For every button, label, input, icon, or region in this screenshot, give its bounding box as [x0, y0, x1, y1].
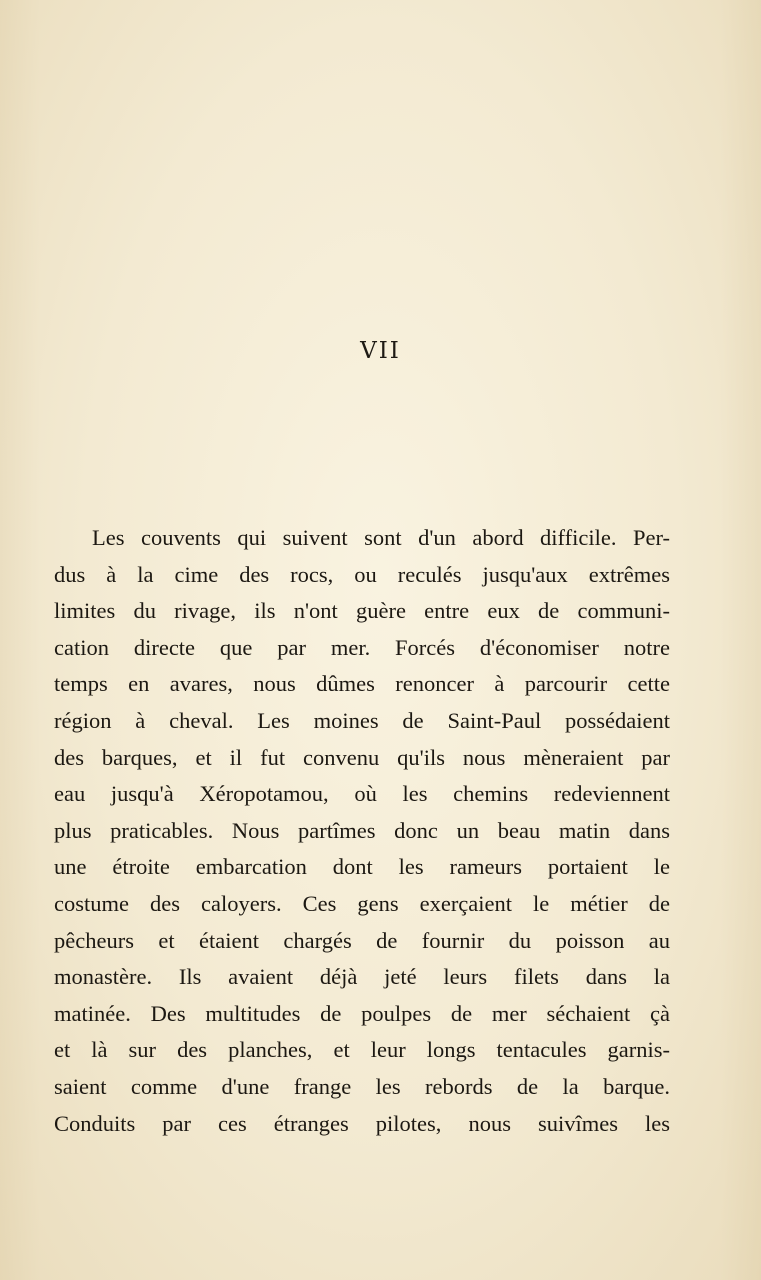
- text-line: eau jusqu'à Xéropotamou, où les chemins redeviennent: [54, 781, 670, 807]
- text-line: cation directe que par mer. Forcés d'économiser notre: [54, 634, 670, 660]
- body-text: [54, 520, 670, 1142]
- chapter-heading: VII: [360, 338, 401, 364]
- text-line: Conduits par ces étranges pilotes, nous suivîmes les: [54, 1110, 670, 1136]
- text-line: monastère. Ils avaient déjà jeté leurs filets dans la: [54, 964, 670, 990]
- text-line: dus à la cime des rocs, ou reculés jusqu'aux extrêmes: [54, 561, 670, 587]
- text-line: temps en avares, nous dûmes renoncer à parcourir cette: [54, 671, 670, 697]
- text-line: Les couvents qui suivent sont d'un abord difficile. Per-: [92, 525, 670, 550]
- text-line: plus praticables. Nous partîmes donc un beau matin dans: [54, 817, 670, 843]
- text-line: costume des caloyers. Ces gens exerçaient le métier de: [54, 890, 670, 916]
- text-line: saient comme d'une frange les rebords de la barque.: [54, 1073, 670, 1099]
- text-line: limites du rivage, ils n'ont guère entre eux de communi-: [54, 598, 670, 624]
- text-line: région à cheval. Les moines de Saint-Paul possédaient: [54, 707, 670, 733]
- text-line: et là sur des planches, et leur longs tentacules garnis-: [54, 1037, 670, 1063]
- text-line: des barques, et il fut convenu qu'ils nous mèneraient par: [54, 744, 670, 770]
- text-line: pêcheurs et étaient chargés de fournir du poisson au: [54, 927, 670, 953]
- text-line: une étroite embarcation dont les rameurs portaient le: [54, 854, 670, 880]
- text-line: matinée. Des multitudes de poulpes de mer séchaient çà: [54, 1000, 670, 1026]
